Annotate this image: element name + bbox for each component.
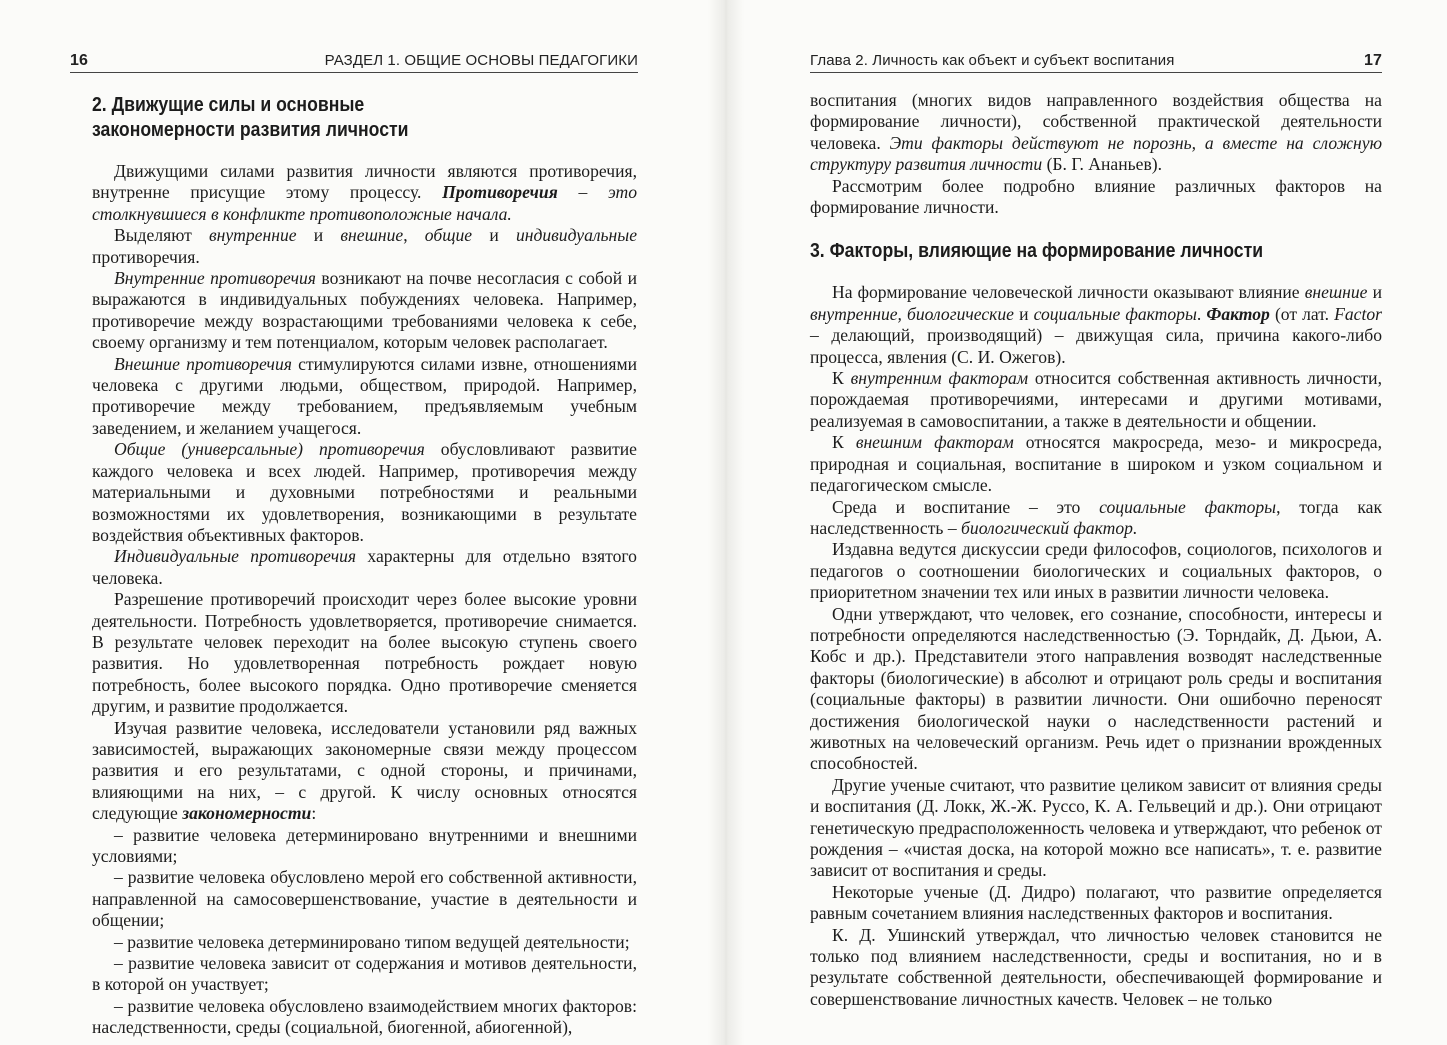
list-item: – развитие человека обусловлено взаимодействием многих факторов: наследственности, среды (социальной, биогенной, абиогенной), [92,995,637,1038]
running-head: Глава 2. Личность как объект и субъект воспитания [810,52,1175,69]
section-heading-line-2: закономерности развития личности [92,118,409,141]
paragraph: Внешние противоречия стимулируются силами извне, отношениями человека с другими людьми, обществом, природой. Например, противоречие между требованием, предъявляемым учебным заведением, и желанием учащегося. [92,353,638,438]
page-number: 17 [1364,52,1382,69]
header-rule [70,72,638,73]
paragraph: Другие ученые считают, что развитие целиком зависит от влияния среды и воспитания (Д. Локк, Ж.-Ж. Руссо, К. А. Гельвеций и др.). Они отрицают генетическую предрасположенность человека и утверждают, что ребенок от рождения – «чистая доска, на которой можно все написать», т. е. развитие зависит от воспитания и среды. [810,774,1382,881]
left-page [0,0,720,1045]
paragraph: воспитания (многих видов направленного воздействия общества на формирование личности), собственной практической деятельности человека. Эти факторы действуют не порознь, а вместе на сложную структуру развития личности (Б. Г. Ананьев). [810,90,1382,175]
paragraph: Рассмотрим более подробно влияние различных факторов на формирование личности. [810,175,1382,218]
list-item: – развитие человека детерминировано внутренними и внешними условиями; [92,824,637,866]
paragraph: Издавна ведутся дискуссии среди философов, социологов, психологов и педагогов о соотношении биологических и социальных факторов, о приоритетном значении тех или иных в развитии личности человека. [810,539,1382,603]
paragraph: Изучая развитие человека, исследователи установили ряд важных зависимостей, выражающих закономерные связи между процессом развития и его результатами, с одной стороны, и причинами, влияющими на них, – с другой. К числу основных относятся следующие закономерности: [92,717,637,824]
section-heading: 3. Факторы, влияющие на формирование личности [810,239,1264,263]
list-item: – развитие человека детерминировано типом ведущей деятельности; [114,931,630,952]
paragraph: Выделяют внутренние и внешние, общие и индивидуальные противоречия. [92,225,637,267]
paragraph: Индивидуальные противоречия характерны для отдельно взятого человека. [92,546,637,588]
paragraph: Некоторые ученые (Д. Дидро) полагают, что развитие определяется равным сочетанием влияния наследственных факторов и воспитания. [810,881,1382,924]
right-page [728,0,1447,1045]
page-number: 16 [70,52,88,69]
right-text-column [810,90,1382,1010]
paragraph: К. Д. Ушинский утверждал, что личностью человек становится не только под влиянием наследственности, среды и воспитания, но и в результате собственной деятельности, обеспечивающей формирование и совершенствование личностных качеств. Человек – не только [810,924,1382,1009]
left-text-column [92,92,637,1039]
paragraph: На формирование человеческой личности оказывают влияние внешние и внутренние, биологические и социальные факторы. Фактор (от лат. Factor – делающий, производящий) – движущая сила, причина какого-либо процесса, явления (С. И. Ожегов). [810,282,1383,367]
paragraph: Движущими силами развития личности являются противоречия, внутренне присущие этому процессу. Противоречия – это столкнувшиеся в конфликте противоположные начала. [92,161,637,224]
header-rule [810,72,1382,73]
section-heading-line-1: 2. Движущие силы и основные [92,93,365,116]
paragraph: Общие (универсальные) противоречия обусловливают развитие каждого человека и всех людей. Например, противоречия между материальными и духовными потребностями и реальными возможностями их удовлетворения, возникающими в результате воздействия объективных факторов. [92,439,637,545]
paragraph: Внутренние противоречия возникают на почве несогласия с собой и выражаются в индивидуальных побуждениях человека. Например, противоречие между возрастающими требованиями человека к себе, своему организму и тем потенциалом, которым человек располагает. [92,268,637,353]
paragraph: Разрешение противоречий происходит через более высокие уровни деятельности. Потребность удовлетворяется, противоречие снимается. В результате человек переходит на более высокую ступень своего развития. Но удовлетворенная потребность рождает новую потребность, более высокого порядка. Одно противоречие сменяется другим, и развитие продолжается. [92,589,637,717]
paragraph: Одни утверждают, что человек, его сознание, способности, интересы и потребности определяются наследственностью (Э. Торндайк, Д. Дьюи, А. Кобс и др.). Представители этого направления возводят наследственные факторы (биологические) в абсолют и отрицают роль среды и воспитания (социальные факторы) в развитии личности. Они ошибочно переносят достижения биологической науки о наследственности растений и животных на человеческий организм. Речь идет о признании врожденных способностей. [810,603,1382,774]
paragraph: К внешним факторам относятся макросреда, мезо- и микросреда, природная и социальная, воспитание в широком и узком социальном и педагогическом смысле. [810,432,1382,496]
list-item: – развитие человека обусловлено мерой его собственной активности, направленной на самосовершенствование, участие в деятельности и общении; [92,867,637,931]
paragraph: Среда и воспитание – это социальные факторы, тогда как наследственность – биологический фактор. [810,496,1382,538]
running-head: РАЗДЕЛ 1. ОБЩИЕ ОСНОВЫ ПЕДАГОГИКИ [324,52,638,69]
paragraph: К внутренним факторам относится собственная активность личности, порождаемая противоречиями, интересами и другими мотивами, реализуемая в самовоспитании, а также в деятельности и общении. [810,368,1382,431]
list-item: – развитие человека зависит от содержания и мотивов деятельности, в которой он участвует; [92,953,637,995]
